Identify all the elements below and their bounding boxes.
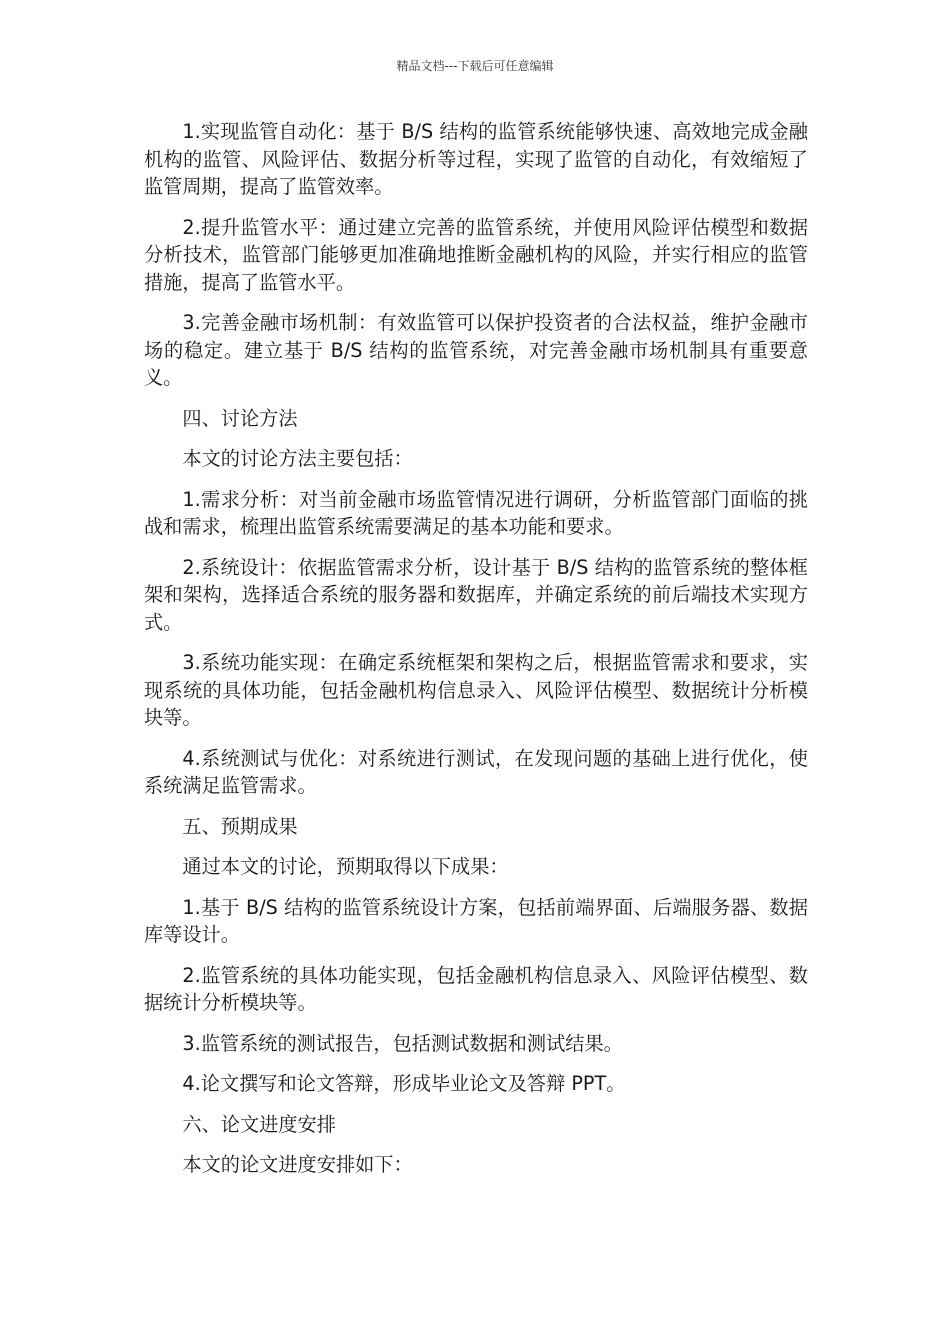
paragraph-requirements-analysis: 1.需求分析：对当前金融市场监管情况进行调研，分析监管部门面临的挑战和需求，梳理出监管系统需要满足的基本功能和要求。 [144, 487, 808, 538]
paragraph-schedule-intro: 本文的论文进度安排如下： [182, 1153, 413, 1176]
paragraph-function-implementation: 3.系统功能实现：在确定系统框架和架构之后，根据监管需求和要求，实现系统的具体功能，包括金融机构信息录入、风险评估模型、数据统计分析模块等。 [144, 651, 808, 729]
section-heading-methods: 四、讨论方法 [182, 406, 298, 430]
paragraph-system-design: 2.系统设计：依据监管需求分析，设计基于 B/S 结构的监管系统的整体框架和架构，选择适合系统的服务器和数据库，并确定系统的前后端技术实现方式。 [144, 555, 808, 634]
paragraph-automation: 1.实现监管自动化：基于 B/S 结构的监管系统能够快速、高效地完成金融机构的监管、风险评估、数据分析等过程，实现了监管的自动化，有效缩短了监管周期，提高了监管效率。 [144, 120, 808, 198]
paragraph-market-mechanism: 3.完善金融市场机制：有效监管可以保护投资者的合法权益，维护金融市场的稳定。建立基于 B/S 结构的监管系统，对完善金融市场机制具有重要意义。 [144, 311, 808, 389]
paragraph-result-functions: 2.监管系统的具体功能实现，包括金融机构信息录入、风险评估模型、数据统计分析模块等。 [144, 963, 808, 1014]
paragraph-result-thesis: 4.论文撰写和论文答辩，形成毕业论文及答辩 PPT。 [182, 1072, 626, 1095]
section-heading-schedule: 六、论文进度安排 [182, 1112, 336, 1136]
paragraph-methods-intro: 本文的讨论方法主要包括： [182, 447, 413, 470]
paragraph-result-test-report: 3.监管系统的测试报告，包括测试数据和测试结果。 [182, 1031, 623, 1055]
paragraph-results-intro: 通过本文的讨论，预期取得以下成果： [182, 855, 509, 878]
section-heading-expected-results: 五、预期成果 [182, 814, 298, 838]
paragraph-result-design: 1.基于 B/S 结构的监管系统设计方案，包括前端界面、后端服务器、数据库等设计。 [144, 895, 808, 946]
document-body [144, 118, 808, 1192]
paragraph-supervision-level: 2.提升监管水平：通过建立完善的监管系统，并使用风险评估模型和数据分析技术，监管部门能够更加准确地推断金融机构的风险，并实行相应的监管措施，提高了监管水平。 [144, 215, 808, 294]
page-header: 精品文档---下载后可任意编辑 [396, 59, 554, 73]
paragraph-testing-optimization: 4.系统测试与优化：对系统进行测试，在发现问题的基础上进行优化，使系统满足监管需求。 [144, 746, 808, 797]
